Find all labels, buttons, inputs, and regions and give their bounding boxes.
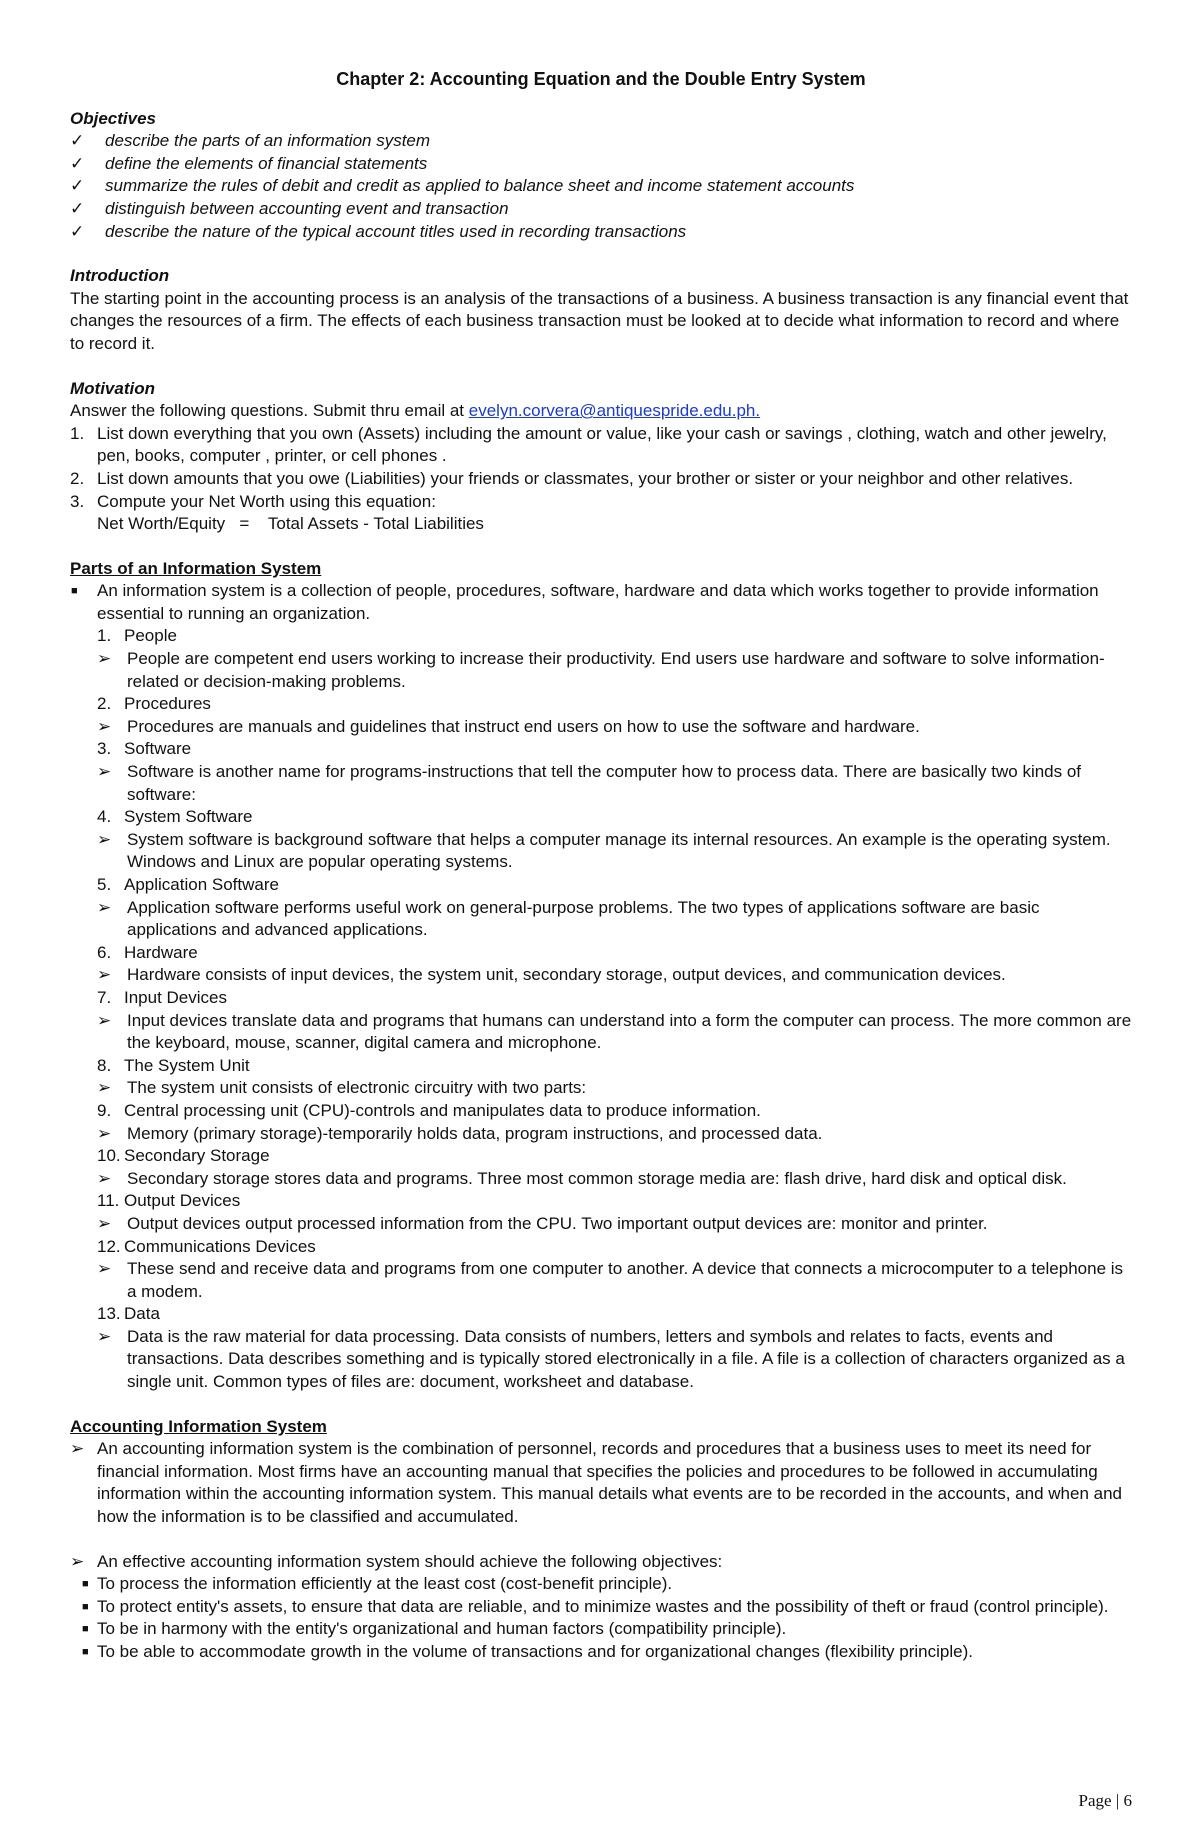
parts-item-desc: ➢ Output devices output processed information from the CPU. Two important output devices are: monitor and printer. bbox=[70, 1213, 1132, 1236]
arrow-bullet-icon: ➢ bbox=[97, 762, 112, 782]
checkmark-icon: ✓ bbox=[70, 221, 85, 241]
arrow-bullet-icon: ➢ bbox=[97, 1259, 112, 1279]
parts-item-desc: ➢ Input devices translate data and programs that humans can understand into a form the computer can process. The more common are the keyboard, mouse, scanner, digital camera and microphone. bbox=[97, 1010, 1132, 1053]
parts-item-desc: ➢ Memory (primary storage)-temporarily holds data, program instructions, and processed data. bbox=[70, 1123, 1132, 1146]
parts-item-desc: ➢ These send and receive data and programs from one computer to another. A device that connects a microcomputer to a telephone is a modem. bbox=[97, 1259, 1124, 1301]
parts-item-desc: ➢ System software is background software that helps a computer manage its internal resources. An example is the operating system. Windows and Linux are popular operating systems. bbox=[97, 829, 1111, 872]
arrow-bullet-icon: ➢ bbox=[97, 1168, 112, 1188]
motivation-heading: Motivation bbox=[70, 378, 155, 398]
parts-heading: Parts of an Information System bbox=[70, 558, 322, 578]
parts-item-label: 13. Data bbox=[97, 1304, 160, 1324]
square-bullet-icon: ■ bbox=[82, 1646, 89, 1658]
question-item: 2. List down amounts that you owe (Liabilities) your friends or classmates, your brother or sister or your neighbor and other relatives. bbox=[70, 468, 1074, 488]
square-bullet-icon: ■ bbox=[82, 1600, 89, 1613]
objective-item: ✓ summarize the rules of debit and credit as applied to balance sheet and income statement accounts bbox=[70, 175, 1132, 198]
arrow-bullet-icon: ➢ bbox=[70, 1439, 85, 1459]
parts-item-label: 7. Input Devices bbox=[97, 987, 227, 1007]
parts-list bbox=[70, 625, 1132, 1393]
parts-item-label: 8. The System Unit bbox=[97, 1055, 250, 1075]
page-title: Chapter 2: Accounting Equation and the Double Entry System bbox=[336, 69, 866, 89]
ais-objective-item: ■ To be able to accommodate growth in the volume of transactions and for organizational changes (flexibility principle). bbox=[70, 1641, 1132, 1664]
parts-item-desc: ➢ Hardware consists of input devices, the system unit, secondary storage, output devices, and communication devices. bbox=[70, 964, 1132, 987]
objective-item: ✓ define the elements of financial statements bbox=[70, 153, 1132, 176]
parts-item-label: 1. People bbox=[97, 626, 177, 646]
parts-item-desc: ➢ Software is another name for programs-instructions that tell the computer how to process data. There are basically two kinds of software: bbox=[97, 762, 1082, 804]
email-link[interactable]: evelyn.corvera@antiquespride.edu.ph. bbox=[468, 401, 761, 421]
ais-definition: ➢ An accounting information system is the combination of personnel, records and procedures that a business uses to meet its need for financial information. Most firms have an accounting manual that specifies the policies and procedures to be followed in accumulating information within the accounting information system. This manual details what events are to be recorded in the accounts, and when and how the information is to be classified and accumulated. bbox=[70, 1439, 1122, 1527]
ais-heading: Accounting Information System bbox=[70, 1416, 327, 1436]
checkmark-icon: ✓ bbox=[70, 153, 85, 173]
arrow-bullet-icon: ➢ bbox=[97, 1213, 112, 1233]
objective-item: ✓ distinguish between accounting event and transaction bbox=[70, 198, 1132, 221]
parts-item-label: 5. Application Software bbox=[97, 875, 279, 894]
checkmark-icon: ✓ bbox=[70, 176, 85, 196]
parts-item-label: 6. Hardware bbox=[97, 942, 198, 962]
objectives-heading: Objectives bbox=[70, 108, 156, 128]
arrow-bullet-icon: ➢ bbox=[97, 716, 112, 736]
net-worth-equation: Net Worth/Equity = Total Assets - Total Liabilities bbox=[97, 514, 484, 534]
parts-item-label: 11. Output Devices bbox=[97, 1191, 241, 1211]
arrow-bullet-icon: ➢ bbox=[70, 1551, 85, 1571]
parts-item-desc: ➢ People are competent end users working to increase their productivity. End users use hardware and software to solve information-related or decision-making problems. bbox=[97, 649, 1105, 691]
arrow-bullet-icon: ➢ bbox=[97, 649, 112, 669]
parts-item-desc: ➢ Data is the raw material for data processing. Data consists of numbers, letters and symbols and relates to facts, events and transactions. Data describes something and is typically stored electronically in a file. A file is a collection of characters organized as a single unit. Common types of files are: document, worksheet and database. bbox=[97, 1326, 1125, 1392]
parts-item-desc: ➢ Application software performs useful work on general-purpose problems. The two types of applications software are basic applications and advanced applications. bbox=[97, 897, 1040, 940]
objective-item: ✓ describe the nature of the typical account titles used in recording transactions bbox=[70, 221, 1132, 244]
page-number: Page | 6 bbox=[1078, 1791, 1132, 1810]
introduction-text: The starting point in the accounting process is an analysis of the transactions of a business. A business transaction is any financial event that changes the resources of a firm. The effects of each business transaction must be looked at to decide what information to record and where to record it. bbox=[70, 288, 1129, 353]
arrow-bullet-icon: ➢ bbox=[97, 965, 112, 985]
parts-item-desc: ➢ The system unit consists of electronic circuitry with two parts: bbox=[70, 1077, 1132, 1100]
parts-intro: ■ An information system is a collection of people, procedures, software, hardware and data which works together to provide information essential to running an organization. bbox=[71, 581, 1099, 623]
ais-objective-item: ■ To process the information efficiently at the least cost (cost-benefit principle). bbox=[70, 1573, 1132, 1596]
arrow-bullet-icon: ➢ bbox=[97, 897, 112, 917]
question-item: 1. List down everything that you own (Assets) including the amount or value, like your cash or savings , clothing, watch and other jewelry, pen, books, computer , printer, or cell phones . bbox=[70, 423, 1107, 466]
arrow-bullet-icon: ➢ bbox=[97, 1010, 112, 1030]
ais-objectives-intro: ➢ An effective accounting information system should achieve the following objectives: bbox=[70, 1551, 1132, 1574]
parts-item-label: 9. Central processing unit (CPU)-controls and manipulates data to produce information. bbox=[97, 1100, 761, 1120]
ais-objective-item: ■ To be in harmony with the entity's organizational and human factors (compatibility principle). bbox=[70, 1618, 1132, 1641]
motivation-instruction: Answer the following questions. Submit thru email at evelyn.corvera@antiquespride.edu.ph. bbox=[70, 401, 761, 421]
parts-item-label: 3. Software bbox=[97, 739, 192, 759]
ais-objective-item: ■ To protect entity's assets, to ensure that data are reliable, and to minimize wastes and the possibility of theft or fraud (control principle). bbox=[70, 1596, 1132, 1619]
arrow-bullet-icon: ➢ bbox=[97, 1326, 112, 1346]
checkmark-icon: ✓ bbox=[70, 131, 85, 151]
parts-item-label: 4. System Software bbox=[97, 807, 253, 827]
checkmark-icon: ✓ bbox=[70, 198, 85, 218]
arrow-bullet-icon: ➢ bbox=[97, 1078, 112, 1098]
document-page bbox=[70, 68, 1132, 1664]
parts-item-label: 2. Procedures bbox=[97, 694, 211, 714]
square-bullet-icon: ■ bbox=[71, 585, 78, 598]
square-bullet-icon: ■ bbox=[82, 1623, 89, 1636]
square-bullet-icon: ■ bbox=[82, 1578, 89, 1591]
parts-item-desc: ➢ Procedures are manuals and guidelines that instruct end users on how to use the software and hardware. bbox=[70, 716, 1132, 739]
arrow-bullet-icon: ➢ bbox=[97, 829, 112, 849]
parts-item-label: 12. Communications Devices bbox=[97, 1236, 316, 1256]
objective-item: ✓ describe the parts of an information system bbox=[70, 130, 1132, 153]
parts-item-label: 10. Secondary Storage bbox=[97, 1146, 270, 1166]
arrow-bullet-icon: ➢ bbox=[97, 1123, 112, 1143]
introduction-heading: Introduction bbox=[70, 266, 170, 286]
parts-item-desc: ➢ Secondary storage stores data and programs. Three most common storage media are: flash drive, hard disk and optical disk. bbox=[70, 1168, 1132, 1191]
question-item: 3. Compute your Net Worth using this equation: bbox=[70, 491, 436, 511]
objectives-list bbox=[70, 130, 1132, 243]
